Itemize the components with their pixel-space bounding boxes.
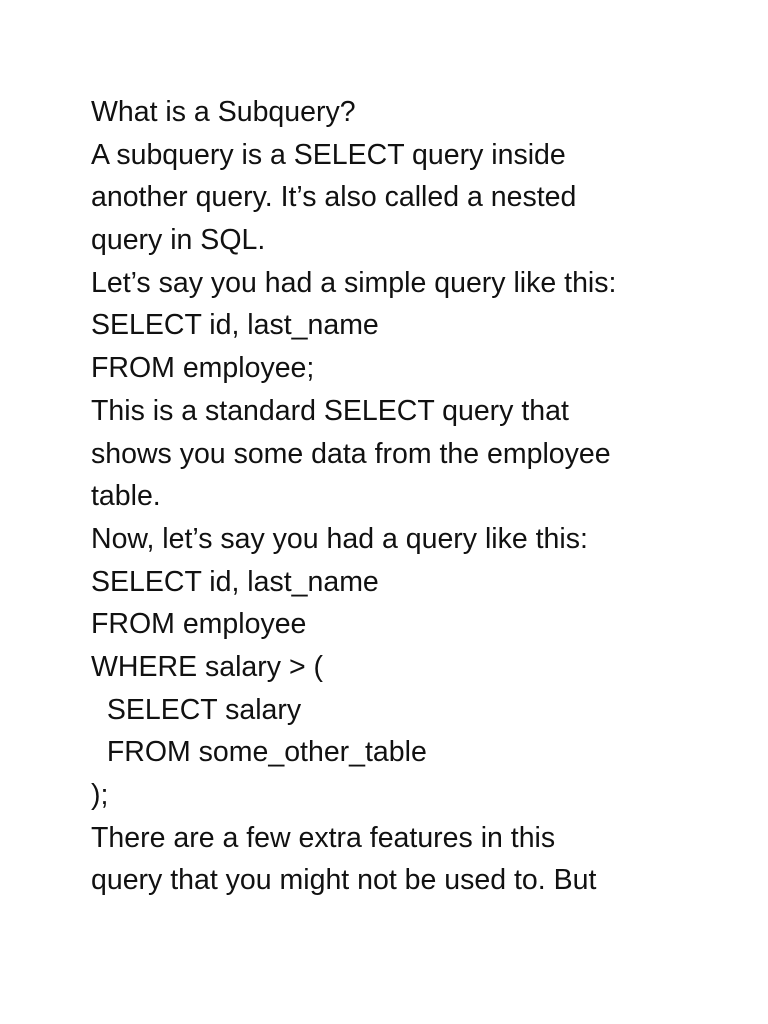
code-line: FROM employee; [91, 352, 315, 385]
text-line: query in SQL. [91, 224, 266, 257]
code-line: FROM employee [91, 608, 307, 641]
code-line: SELECT id, last_name [91, 565, 379, 598]
heading-line: What is a Subquery? [91, 96, 356, 128]
document-body [91, 91, 731, 902]
text-line: Now, let’s say you had a query like this: [91, 522, 588, 555]
code-line: SELECT id, last_name [91, 309, 379, 342]
text-line: Let’s say you had a simple query like this: [91, 266, 617, 299]
text-line: shows you some data from the employee [91, 437, 611, 470]
code-line: ); [91, 779, 109, 811]
code-line: WHERE salary > ( [91, 650, 323, 683]
text-line: query that you might not be used to. But [91, 864, 597, 897]
text-line: another query. It’s also called a nested [91, 181, 577, 214]
text-line: There are a few extra features in this [91, 821, 556, 854]
text-line: A subquery is a SELECT query inside [91, 138, 566, 171]
code-line: SELECT salary [91, 693, 302, 726]
code-line: FROM some_other_table [91, 736, 427, 769]
text-line: This is a standard SELECT query that [91, 394, 569, 427]
text-line: table. [91, 480, 161, 513]
